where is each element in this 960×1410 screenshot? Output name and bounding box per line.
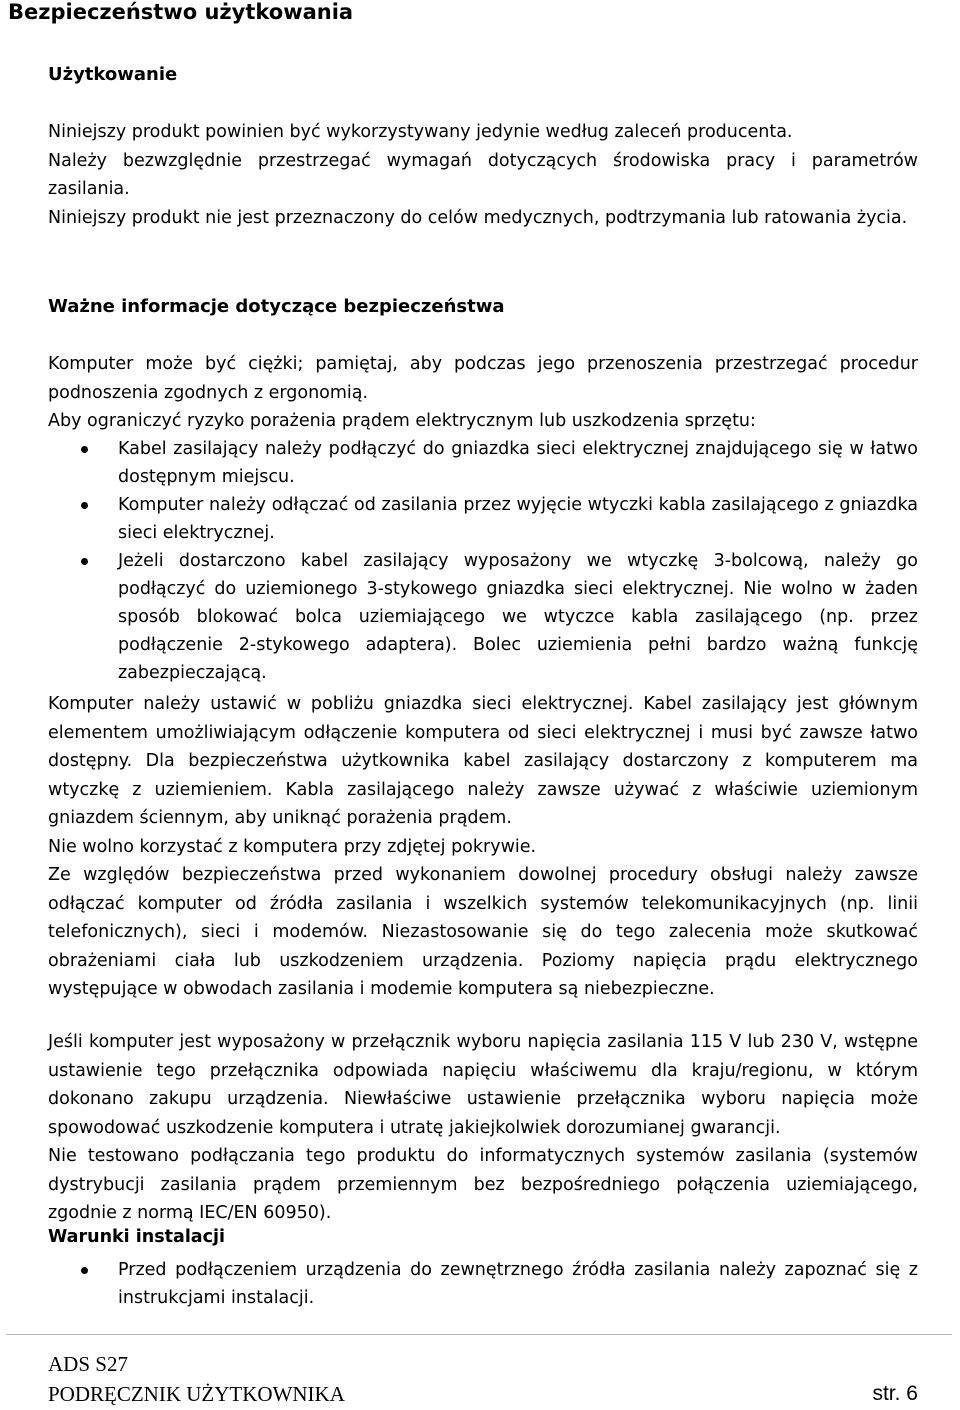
body-paragraph: Ze względów bezpieczeństwa przed wykonaniem dowolnej procedury obsługi należy zawsze odłączać komputer od źródła zasilania i wszelkich systemów telekomunikacyjnych (np. linii telefonicznych), sieci i modemów. Niezastosowanie się do tego zalecenia może skutkować obrażeniami ciała lub uszkodzeniem urządzenia. Poziomy napięcia prądu elektrycznego występujące w obwodach zasilania i modemie komputera są niebezpieczne.: [48, 865, 918, 999]
bullet-icon: [81, 446, 88, 453]
risk-intro-text: Aby ograniczyć ryzyko porażenia prądem elektrycznym lub uszkodzenia sprzętu:: [48, 411, 756, 431]
usage-line: Niniejszy produkt powinien być wykorzystywany jedynie według zaleceń producenta.: [48, 122, 793, 142]
usage-paragraph: [48, 118, 918, 232]
page-title: Bezpieczeństwo użytkowania: [8, 0, 354, 24]
bullet-icon: [81, 1267, 88, 1274]
safety-body-block: [48, 690, 918, 1004]
list-item: [48, 491, 918, 547]
body-paragraph: Nie wolno korzystać z komputera przy zdjętej pokrywie.: [48, 836, 537, 857]
section-heading-installation: Warunki instalacji: [48, 1227, 225, 1247]
body-paragraph: Jeśli komputer jest wyposażony w przełącznik wyboru napięcia zasilania 115 V lub 230 V, wstępne ustawienie tego przełącznika odpowiada napięciu właściwemu dla kraju/regionu, w którym dokonano zakupu urządzenia. Niewłaściwe ustawienie przełącznika wyboru napięcia może spowodować uszkodzenie komputera i utratę jakiejkolwiek dorozumianej gwarancji.: [48, 1032, 918, 1138]
list-item: [48, 435, 918, 491]
body-paragraph: Komputer należy ustawić w pobliżu gniazdka sieci elektrycznej. Kabel zasilający jest głównym elementem umożliwiającym odłączenie komputera od sieci elektrycznej i musi być zawsze łatwo dostępny. Dla bezpieczeństwa użytkownika kabel zasilający dostarczony z komputerem ma wtyczkę z uziemieniem. Kabla zasilającego należy zawsze używać z właściwie uziemionym gniazdem ściennym, aby uniknąć porażenia prądem.: [48, 694, 918, 828]
footer-manual-title: PODRĘCZNIK UŻYTKOWNIKA: [48, 1382, 345, 1406]
list-item-text: Komputer należy odłączać od zasilania przez wyjęcie wtyczki kabla zasilającego z gniazdka sieci elektrycznej.: [118, 495, 918, 543]
voltage-block: [48, 1028, 918, 1228]
usage-line: Należy bezwzględnie przestrzegać wymagań dotyczących środowiska pracy i parametrów zasilania.: [48, 150, 918, 199]
list-item-text: Przed podłączeniem urządzenia do zewnętrznego źródła zasilania należy zapoznać się z instrukcjami instalacji.: [118, 1260, 918, 1308]
safety-intro-text: Komputer może być ciężki; pamiętaj, aby podczas jego przenoszenia przestrzegać procedur podnoszenia zgodnych z ergonomią.: [48, 354, 918, 403]
list-item: [48, 1256, 918, 1312]
footer-model: ADS S27: [48, 1352, 128, 1376]
bullet-icon: [81, 502, 88, 509]
footer-divider: [6, 1334, 952, 1335]
safety-intro-block: [48, 350, 918, 436]
list-item-text: Kabel zasilający należy podłączyć do gniazdka sieci elektrycznej znajdującego się w łatwo dostępnym miejscu.: [118, 439, 918, 487]
page-number: str. 6: [872, 1382, 918, 1405]
list-item-text: Jeżeli dostarczono kabel zasilający wyposażony we wtyczkę 3-bolcową, należy go podłączyć do uziemionego 3-stykowego gniazdka sieci elektrycznej. Nie wolno w żaden sposób blokować bolca uziemiającego we wtyczce kabla zasilającego (np. przez podłączenie 2-stykowego adaptera). Bolec uziemienia pełni bardzo ważną funkcję zabezpieczającą.: [118, 551, 918, 683]
bullet-icon: [81, 558, 88, 565]
list-item: [48, 547, 918, 687]
safety-bullet-list: [48, 435, 918, 687]
body-paragraph: Nie testowano podłączania tego produktu do informatycznych systemów zasilania (systemów dystrybucji zasilania prądem przemiennym bez bezpośredniego połączenia uziemiającego, zgodnie z normą IEC/EN 60950).: [48, 1146, 918, 1223]
installation-bullet-list: [48, 1256, 918, 1312]
section-heading-safety: Ważne informacje dotyczące bezpieczeństwa: [48, 296, 505, 317]
section-heading-usage: Użytkowanie: [48, 64, 178, 85]
usage-line: Niniejszy produkt nie jest przeznaczony do celów medycznych, podtrzymania lub ratowania życia.: [48, 207, 908, 228]
